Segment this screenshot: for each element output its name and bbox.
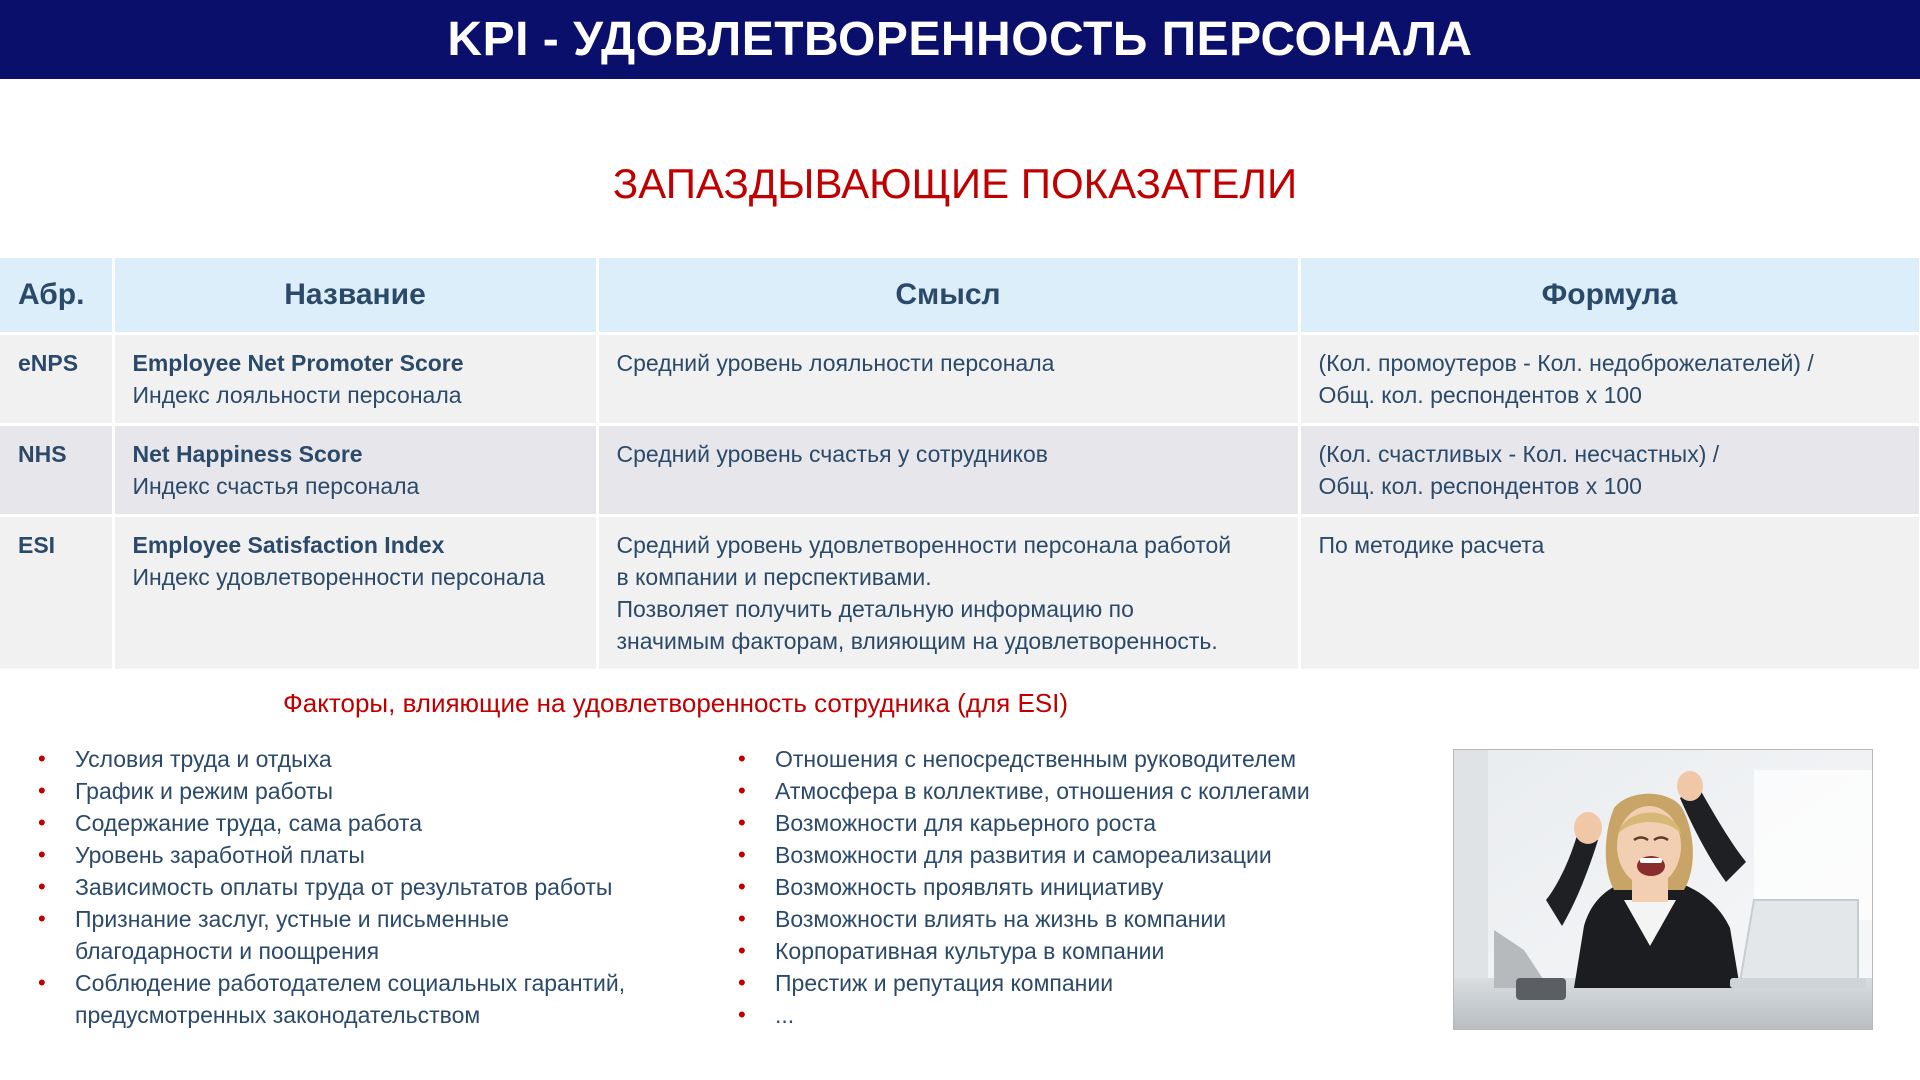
factor-text: • Возможности для развития и самореализации	[775, 842, 1272, 868]
cell-formula	[1299, 334, 1920, 425]
cell-formula	[1299, 516, 1920, 671]
cell-abbr: eNPS	[0, 334, 113, 425]
factor-text: • Атмосфера в коллективе, отношения с коллегами	[775, 778, 1310, 804]
factor-item	[738, 775, 1398, 807]
factor-text: • Соблюдение работодателем социальных гарантий,	[75, 970, 626, 996]
factor-item	[738, 743, 1398, 775]
header-abbr: Абр.	[0, 258, 113, 334]
factor-item	[38, 871, 698, 903]
cell-name	[113, 334, 597, 425]
factor-text: • ...	[775, 1002, 795, 1028]
factor-item	[738, 807, 1398, 839]
happy-employee-photo	[1453, 749, 1873, 1030]
formula-line: (Кол. промоутеров - Кол. недоброжелателей) /	[1318, 350, 1814, 376]
factor-text: • Корпоративная культура в компании	[775, 938, 1165, 964]
section-subtitle: ЗАПАЗДЫВАЮЩИЕ ПОКАЗАТЕЛИ	[612, 160, 1298, 207]
header-meaning: Смысл	[597, 258, 1299, 334]
header-name: Название	[113, 258, 597, 334]
table-row	[0, 425, 1920, 516]
cell-meaning	[597, 425, 1299, 516]
factor-item	[38, 903, 698, 967]
meaning-line: Позволяет получить детальную информацию по	[616, 596, 1134, 622]
kpi-name-ru: Индекс удовлетворенности персонала	[132, 564, 545, 590]
factors-list-right	[738, 743, 1398, 1031]
meaning-line: Средний уровень счастья у сотрудников	[616, 441, 1048, 467]
factor-item	[38, 967, 698, 1031]
factors-list-left	[38, 743, 698, 1031]
cell-meaning	[597, 516, 1299, 671]
cell-name	[113, 425, 597, 516]
formula-line: По методике расчета	[1318, 532, 1545, 558]
kpi-table	[0, 258, 1920, 672]
header-formula: Формула	[1299, 258, 1920, 334]
factor-item	[38, 839, 698, 871]
factor-text: • Отношения с непосредственным руководителем	[775, 746, 1297, 772]
factor-text: предусмотренных законодательством	[75, 1002, 481, 1028]
cell-abbr: ESI	[0, 516, 113, 671]
factor-text: • Возможность проявлять инициативу	[775, 874, 1164, 900]
kpi-name-en: Net Happiness Score	[132, 441, 363, 467]
factor-text: • Содержание труда, сама работа	[75, 810, 422, 836]
factor-text: • Возможности для карьерного роста	[775, 810, 1157, 836]
factor-item	[738, 839, 1398, 871]
cell-meaning	[597, 334, 1299, 425]
formula-line: Общ. кол. респондентов x 100	[1318, 382, 1642, 408]
kpi-name-ru: Индекс счастья персонала	[132, 473, 420, 499]
meaning-line: в компании и перспективами.	[616, 564, 932, 590]
meaning-line: Средний уровень удовлетворенности персонала работой	[616, 532, 1232, 558]
cell-formula	[1299, 425, 1920, 516]
table-header-row	[0, 258, 1920, 334]
factor-text: • Престиж и репутация компании	[775, 970, 1114, 996]
factor-item	[738, 871, 1398, 903]
factor-item	[38, 775, 698, 807]
kpi-name-en: Employee Net Promoter Score	[132, 350, 464, 376]
formula-line: (Кол. счастливых - Кол. несчастных) /	[1318, 441, 1720, 467]
factor-text: • График и режим работы	[75, 778, 334, 804]
cell-name	[113, 516, 597, 671]
factor-item	[38, 743, 698, 775]
meaning-line: Средний уровень лояльности персонала	[616, 350, 1055, 376]
table-row	[0, 334, 1920, 425]
page-title: KPI - УДОВЛЕТВОРЕННОСТЬ ПЕРСОНАЛА	[447, 13, 1473, 66]
factor-text: • Зависимость оплаты труда от результатов работы	[75, 874, 613, 900]
factor-item	[738, 999, 1398, 1031]
header-bar	[0, 0, 1920, 79]
meaning-line: значимым факторам, влияющим на удовлетворенность.	[616, 628, 1218, 654]
factor-item	[38, 807, 698, 839]
factor-item	[738, 935, 1398, 967]
kpi-name-ru: Индекс лояльности персонала	[132, 382, 462, 408]
kpi-name-en: Employee Satisfaction Index	[132, 532, 445, 558]
factor-item	[738, 967, 1398, 999]
formula-line: Общ. кол. респондентов x 100	[1318, 473, 1642, 499]
factor-text: благодарности и поощрения	[75, 938, 380, 964]
factors-title: Факторы, влияющие на удовлетворенность сотрудника (для ESI)	[283, 688, 1069, 718]
factor-text: • Условия труда и отдыха	[75, 746, 332, 772]
factor-item	[738, 903, 1398, 935]
factor-text: • Признание заслуг, устные и письменные	[75, 906, 510, 932]
factor-text: • Возможности влиять на жизнь в компании	[775, 906, 1227, 932]
factor-text: • Уровень заработной платы	[75, 842, 365, 868]
table-row	[0, 516, 1920, 671]
cell-abbr: NHS	[0, 425, 113, 516]
